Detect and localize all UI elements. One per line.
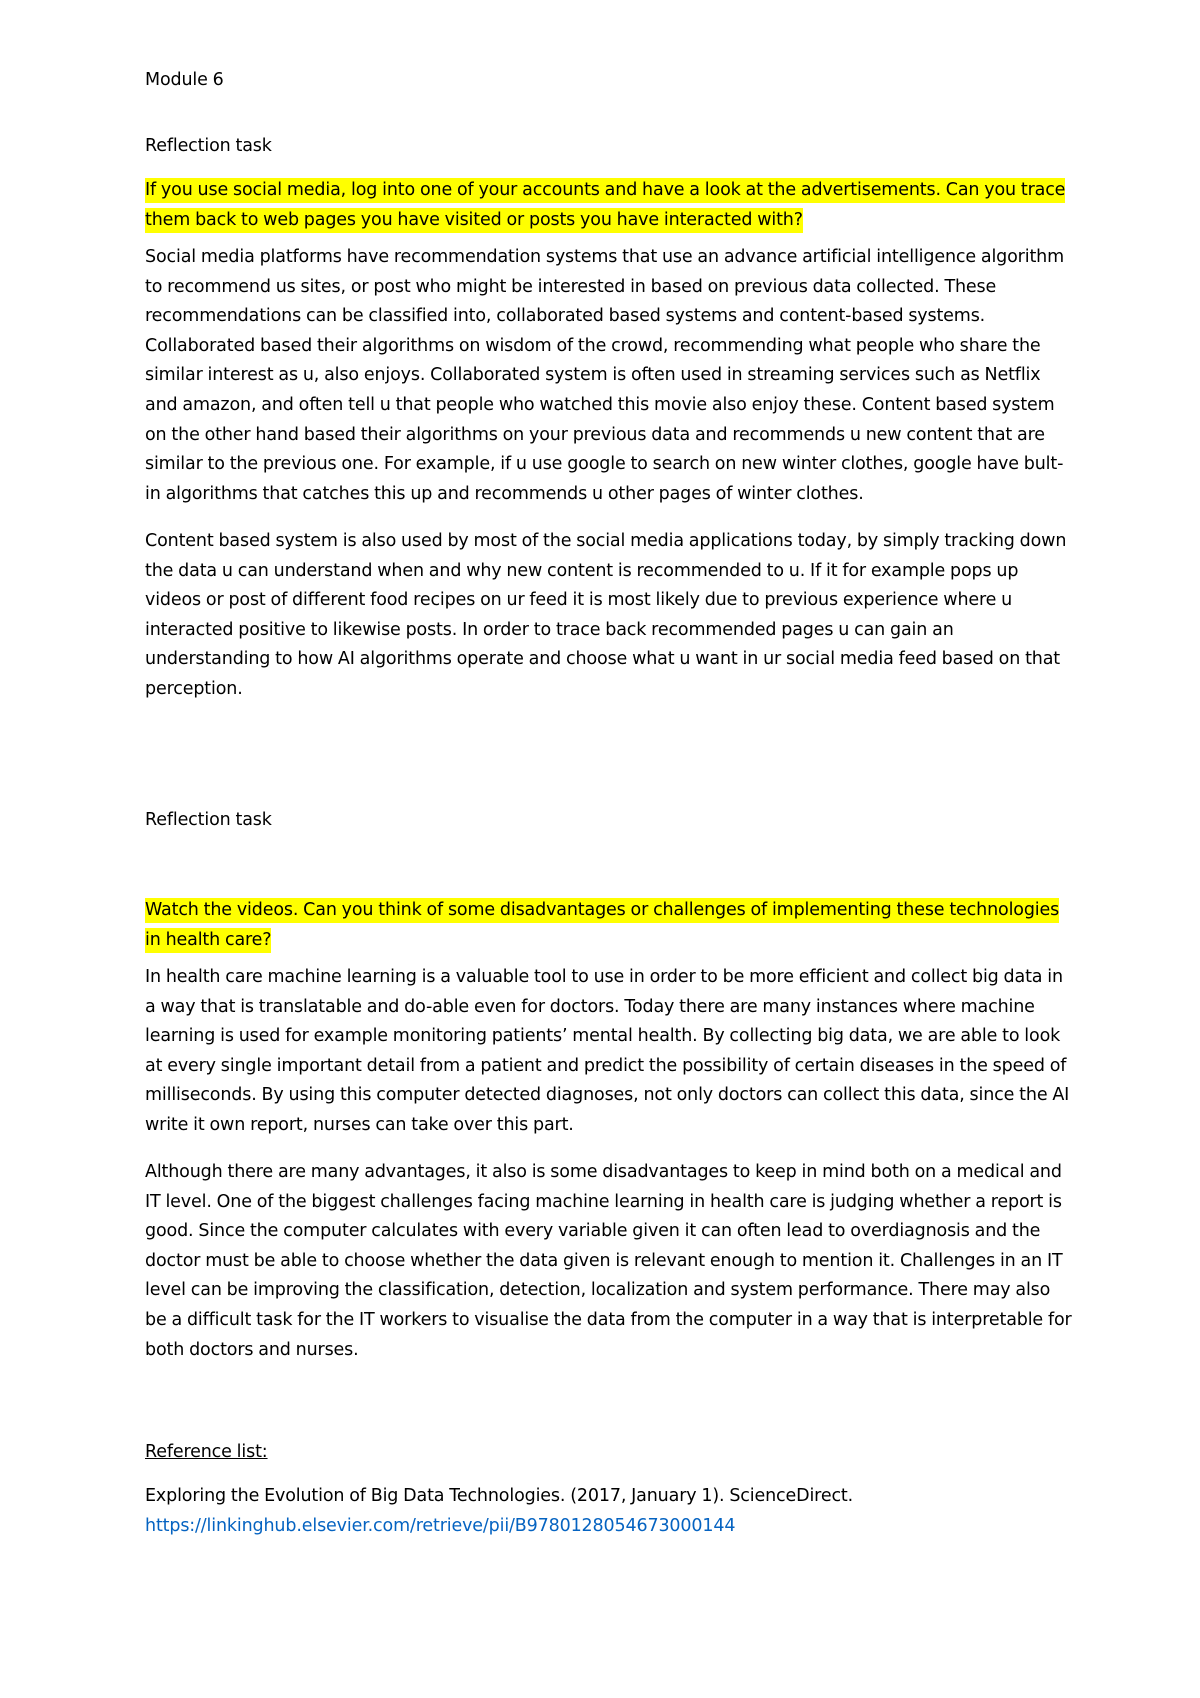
section2-paragraph2: Although there are many advantages, it also is some disadvantages to keep in mind both on a medical and IT level. One of the biggest challenges facing machine learning in health care is judging whether a report is good. Since the computer calculates with every variable given it can often lead to overdiagnosis and the doctor must be able to choose whether the data given is relevant enough to mention it. Challenges in an IT level can be improving the classification, detection, localization and system performance. There may also be a difficult task for the IT workers to visualise the data from the computer in a way that is interpretable for both doctors and nurses.	[145, 1162, 1072, 1360]
section1-paragraph2-block	[145, 527, 1075, 705]
module-title-block	[145, 66, 1075, 96]
section2-question-block	[145, 896, 1075, 955]
section2-paragraph1-block	[145, 963, 1075, 1141]
reference-entry-text: Exploring the Evolution of Big Data Technologies. (2017, January 1). ScienceDirect.	[145, 1486, 854, 1506]
section1-paragraph1: Social media platforms have recommendation systems that use an advance artificial intelligence algorithm to recommend us sites, or post who might be interested in based on previous data collected. These recommendations can be classified into, collaborated based systems and content-based systems. Collaborated based their algorithms on wisdom of the crowd, recommending what people who share the similar interest as u, also enjoys. Collaborated system is often used in streaming services such as Netflix and amazon, and often tell u that people who watched this movie also enjoy these. Content based system on the other hand based their algorithms on your previous data and recommends u new content that are similar to the previous one. For example, if u use google to search on new winter clothes, google have bult-in algorithms that catches this up and recommends u other pages of winter clothes.	[145, 247, 1064, 504]
module-title: Module 6	[145, 70, 224, 90]
section2-heading: Reflection task	[145, 810, 272, 830]
section1-paragraph2: Content based system is also used by most of the social media applications today, by simply tracking down the data u can understand when and why new content is recommended to u. If it for example pops up videos or post of different food recipes on ur feed it is most likely due to previous experience where u interacted positive to likewise posts. In order to trace back recommended pages u can gain an understanding to how AI algorithms operate and choose what u want in ur social media feed based on that perception.	[145, 531, 1067, 699]
section2-question: Watch the videos. Can you think of some disadvantages or challenges of implementing these technologies in health care?	[145, 898, 1059, 953]
section1-question-block	[145, 176, 1075, 235]
section1-heading: Reflection task	[145, 136, 272, 156]
reference-entry-block	[145, 1482, 1075, 1541]
section1-question: If you use social media, log into one of your accounts and have a look at the advertisements. Can you trace them back to web pages you have visited or posts you have interacted with?	[145, 178, 1065, 233]
reference-heading-block	[145, 1438, 1075, 1468]
reference-list-heading: Reference list:	[145, 1442, 268, 1462]
section2-paragraph2-block	[145, 1158, 1075, 1365]
reference-entry-link[interactable]: https://linkinghub.elsevier.com/retrieve/pii/B9780128054673000144	[145, 1515, 736, 1536]
section2-paragraph1: In health care machine learning is a valuable tool to use in order to be more efficient and collect big data in a way that is translatable and do-able even for doctors. Today there are many instances where machine learning is used for example monitoring patients’ mental health. By collecting big data, we are able to look at every single important detail from a patient and predict the possibility of certain diseases in the speed of milliseconds. By using this computer detected diagnoses, not only doctors can collect this data, since the AI write it own report, nurses can take over this part.	[145, 967, 1070, 1135]
section1-paragraph1-block	[145, 243, 1075, 509]
section2-heading-block	[145, 806, 1075, 836]
section1-heading-block	[145, 132, 1075, 162]
